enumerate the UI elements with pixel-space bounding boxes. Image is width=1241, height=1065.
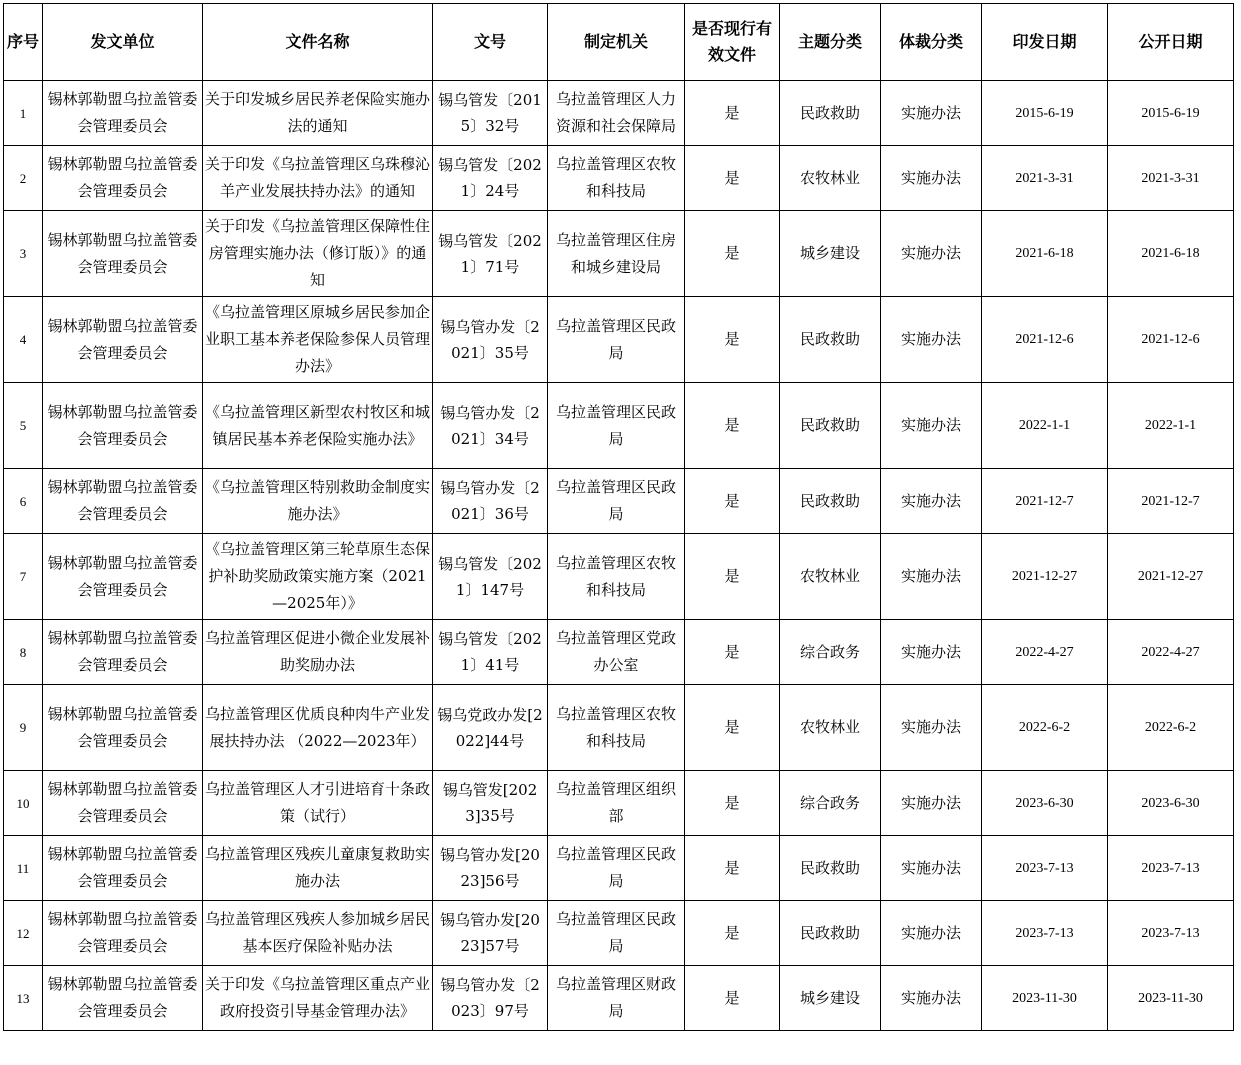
cell-name [203,836,433,901]
cell-seq: 9 [4,685,43,771]
table-row [4,297,1234,383]
cell-docno: 锡乌管发〔2021〕147号 [433,534,548,620]
cell-seq: 11 [4,836,43,901]
cell-agency: 乌拉盖管理区住房和城乡建设局 [548,211,685,297]
file-name-text: 关于印发《乌拉盖管理区乌珠穆沁羊产业发展扶持办法》的通知 [205,155,431,200]
cell-agency: 乌拉盖管理区农牧和科技局 [548,534,685,620]
cell-genre: 实施办法 [881,966,982,1031]
cell-seq: 10 [4,771,43,836]
header-agency: 制定机关 [548,4,685,81]
cell-seq: 5 [4,383,43,469]
header-theme: 主题分类 [780,4,881,81]
header-genre: 体裁分类 [881,4,982,81]
cell-genre: 实施办法 [881,901,982,966]
cell-docno: 锡乌管办发〔2021〕34号 [433,383,548,469]
cell-published: 2021-12-27 [1108,534,1234,620]
cell-issued: 2022-4-27 [982,620,1108,685]
cell-valid: 是 [685,211,780,297]
cell-name [203,81,433,146]
cell-issued: 2015-6-19 [982,81,1108,146]
cell-published: 2021-12-6 [1108,297,1234,383]
cell-genre: 实施办法 [881,685,982,771]
file-name-text: 《乌拉盖管理区特别救助金制度实施办法》 [205,478,431,523]
cell-valid: 是 [685,901,780,966]
cell-genre: 实施办法 [881,836,982,901]
cell-unit: 锡林郭勒盟乌拉盖管委会管理委员会 [43,146,203,211]
cell-agency: 乌拉盖管理区民政局 [548,383,685,469]
file-name-text: 《乌拉盖管理区第三轮草原生态保护补助奖励政策实施方案（2021—2025年）》 [205,540,431,612]
cell-agency: 乌拉盖管理区民政局 [548,901,685,966]
cell-valid: 是 [685,297,780,383]
cell-published: 2021-6-18 [1108,211,1234,297]
cell-name [203,771,433,836]
table-row [4,901,1234,966]
cell-genre: 实施办法 [881,146,982,211]
cell-docno: 锡乌管发〔2021〕24号 [433,146,548,211]
cell-valid: 是 [685,685,780,771]
cell-theme: 农牧林业 [780,685,881,771]
cell-seq: 8 [4,620,43,685]
file-name-text: 乌拉盖管理区促进小微企业发展补助奖励办法 [205,629,431,674]
cell-theme: 民政救助 [780,836,881,901]
cell-theme: 农牧林业 [780,534,881,620]
cell-valid: 是 [685,534,780,620]
cell-issued: 2021-12-6 [982,297,1108,383]
cell-agency: 乌拉盖管理区民政局 [548,469,685,534]
header-issued: 印发日期 [982,4,1108,81]
table-row [4,81,1234,146]
cell-published: 2023-11-30 [1108,966,1234,1031]
cell-published: 2021-3-31 [1108,146,1234,211]
cell-issued: 2023-6-30 [982,771,1108,836]
cell-valid: 是 [685,620,780,685]
cell-seq: 1 [4,81,43,146]
cell-seq: 7 [4,534,43,620]
cell-issued: 2022-1-1 [982,383,1108,469]
cell-published: 2023-7-13 [1108,901,1234,966]
cell-theme: 综合政务 [780,620,881,685]
cell-docno: 锡乌管发〔2015〕32号 [433,81,548,146]
cell-name [203,297,433,383]
cell-name [203,469,433,534]
cell-docno: 锡乌管发〔2021〕71号 [433,211,548,297]
cell-theme: 民政救助 [780,81,881,146]
cell-unit: 锡林郭勒盟乌拉盖管委会管理委员会 [43,81,203,146]
header-published: 公开日期 [1108,4,1234,81]
cell-name [203,534,433,620]
cell-published: 2023-7-13 [1108,836,1234,901]
cell-published: 2015-6-19 [1108,81,1234,146]
header-name: 文件名称 [203,4,433,81]
cell-docno: 锡乌管发[2023]35号 [433,771,548,836]
cell-genre: 实施办法 [881,469,982,534]
cell-docno: 锡乌管办发[2023]56号 [433,836,548,901]
cell-issued: 2023-7-13 [982,836,1108,901]
cell-issued: 2023-11-30 [982,966,1108,1031]
cell-docno: 锡乌管发〔2021〕41号 [433,620,548,685]
file-name-text: 关于印发《乌拉盖管理区重点产业政府投资引导基金管理办法》 [205,975,431,1020]
cell-valid: 是 [685,836,780,901]
cell-valid: 是 [685,383,780,469]
cell-genre: 实施办法 [881,211,982,297]
cell-agency: 乌拉盖管理区人力资源和社会保障局 [548,81,685,146]
cell-theme: 民政救助 [780,469,881,534]
cell-seq: 2 [4,146,43,211]
cell-agency: 乌拉盖管理区组织部 [548,771,685,836]
cell-docno: 锡乌管办发[2023]57号 [433,901,548,966]
cell-unit: 锡林郭勒盟乌拉盖管委会管理委员会 [43,685,203,771]
cell-seq: 12 [4,901,43,966]
cell-docno: 锡乌管办发〔2021〕35号 [433,297,548,383]
table-row [4,836,1234,901]
cell-docno: 锡乌管办发〔2021〕36号 [433,469,548,534]
file-name-text: 《乌拉盖管理区原城乡居民参加企业职工基本养老保险参保人员管理办法》 [205,303,431,375]
cell-issued: 2021-12-7 [982,469,1108,534]
cell-name [203,211,433,297]
cell-valid: 是 [685,966,780,1031]
policy-documents-table [3,3,1234,1031]
cell-unit: 锡林郭勒盟乌拉盖管委会管理委员会 [43,534,203,620]
cell-published: 2022-6-2 [1108,685,1234,771]
table-row [4,211,1234,297]
cell-issued: 2023-7-13 [982,901,1108,966]
file-name-text: 乌拉盖管理区优质良种肉牛产业发展扶持办法 （2022—2023年） [205,704,431,750]
cell-genre: 实施办法 [881,534,982,620]
cell-valid: 是 [685,146,780,211]
header-row [4,4,1234,81]
cell-valid: 是 [685,771,780,836]
cell-issued: 2021-12-27 [982,534,1108,620]
cell-genre: 实施办法 [881,771,982,836]
cell-docno: 锡乌党政办发[2022]44号 [433,685,548,771]
cell-unit: 锡林郭勒盟乌拉盖管委会管理委员会 [43,771,203,836]
file-name-text: 关于印发《乌拉盖管理区保障性住房管理实施办法（修订版）》的通知 [205,217,431,289]
file-name-text: 乌拉盖管理区残疾人参加城乡居民基本医疗保险补贴办法 [205,910,431,955]
cell-unit: 锡林郭勒盟乌拉盖管委会管理委员会 [43,297,203,383]
cell-issued: 2021-3-31 [982,146,1108,211]
table-row [4,966,1234,1031]
cell-unit: 锡林郭勒盟乌拉盖管委会管理委员会 [43,383,203,469]
file-name-text: 《乌拉盖管理区新型农村牧区和城镇居民基本养老保险实施办法》 [205,402,431,448]
cell-genre: 实施办法 [881,620,982,685]
cell-issued: 2022-6-2 [982,685,1108,771]
cell-agency: 乌拉盖管理区党政办公室 [548,620,685,685]
cell-published: 2022-4-27 [1108,620,1234,685]
cell-genre: 实施办法 [881,81,982,146]
cell-agency: 乌拉盖管理区农牧和科技局 [548,685,685,771]
cell-seq: 3 [4,211,43,297]
cell-seq: 6 [4,469,43,534]
cell-unit: 锡林郭勒盟乌拉盖管委会管理委员会 [43,211,203,297]
cell-name [203,966,433,1031]
table-row [4,469,1234,534]
cell-seq: 13 [4,966,43,1031]
cell-published: 2022-1-1 [1108,383,1234,469]
cell-agency: 乌拉盖管理区民政局 [548,836,685,901]
cell-agency: 乌拉盖管理区农牧和科技局 [548,146,685,211]
header-valid: 是否现行有效文件 [685,4,780,81]
cell-published: 2021-12-7 [1108,469,1234,534]
cell-seq: 4 [4,297,43,383]
table-row [4,534,1234,620]
cell-theme: 城乡建设 [780,211,881,297]
cell-genre: 实施办法 [881,383,982,469]
table-row [4,620,1234,685]
cell-unit: 锡林郭勒盟乌拉盖管委会管理委员会 [43,836,203,901]
cell-name [203,146,433,211]
cell-name [203,685,433,771]
cell-name [203,383,433,469]
table-row [4,146,1234,211]
file-name-text: 乌拉盖管理区残疾儿童康复救助实施办法 [205,845,431,890]
file-name-text: 乌拉盖管理区人才引进培育十条政策（试行） [205,780,431,825]
cell-theme: 民政救助 [780,901,881,966]
cell-issued: 2021-6-18 [982,211,1108,297]
cell-unit: 锡林郭勒盟乌拉盖管委会管理委员会 [43,966,203,1031]
cell-name [203,620,433,685]
table-row [4,383,1234,469]
cell-theme: 农牧林业 [780,146,881,211]
cell-unit: 锡林郭勒盟乌拉盖管委会管理委员会 [43,901,203,966]
cell-theme: 民政救助 [780,297,881,383]
cell-theme: 综合政务 [780,771,881,836]
cell-unit: 锡林郭勒盟乌拉盖管委会管理委员会 [43,469,203,534]
cell-valid: 是 [685,469,780,534]
cell-published: 2023-6-30 [1108,771,1234,836]
file-name-text: 关于印发城乡居民养老保险实施办法的通知 [205,90,431,135]
cell-genre: 实施办法 [881,297,982,383]
header-seq: 序号 [4,4,43,81]
cell-theme: 民政救助 [780,383,881,469]
cell-agency: 乌拉盖管理区民政局 [548,297,685,383]
header-docno: 文号 [433,4,548,81]
cell-agency: 乌拉盖管理区财政局 [548,966,685,1031]
cell-valid: 是 [685,81,780,146]
cell-name [203,901,433,966]
header-unit: 发文单位 [43,4,203,81]
cell-theme: 城乡建设 [780,966,881,1031]
table-row [4,685,1234,771]
cell-docno: 锡乌管办发〔2023〕97号 [433,966,548,1031]
cell-unit: 锡林郭勒盟乌拉盖管委会管理委员会 [43,620,203,685]
table-row [4,771,1234,836]
